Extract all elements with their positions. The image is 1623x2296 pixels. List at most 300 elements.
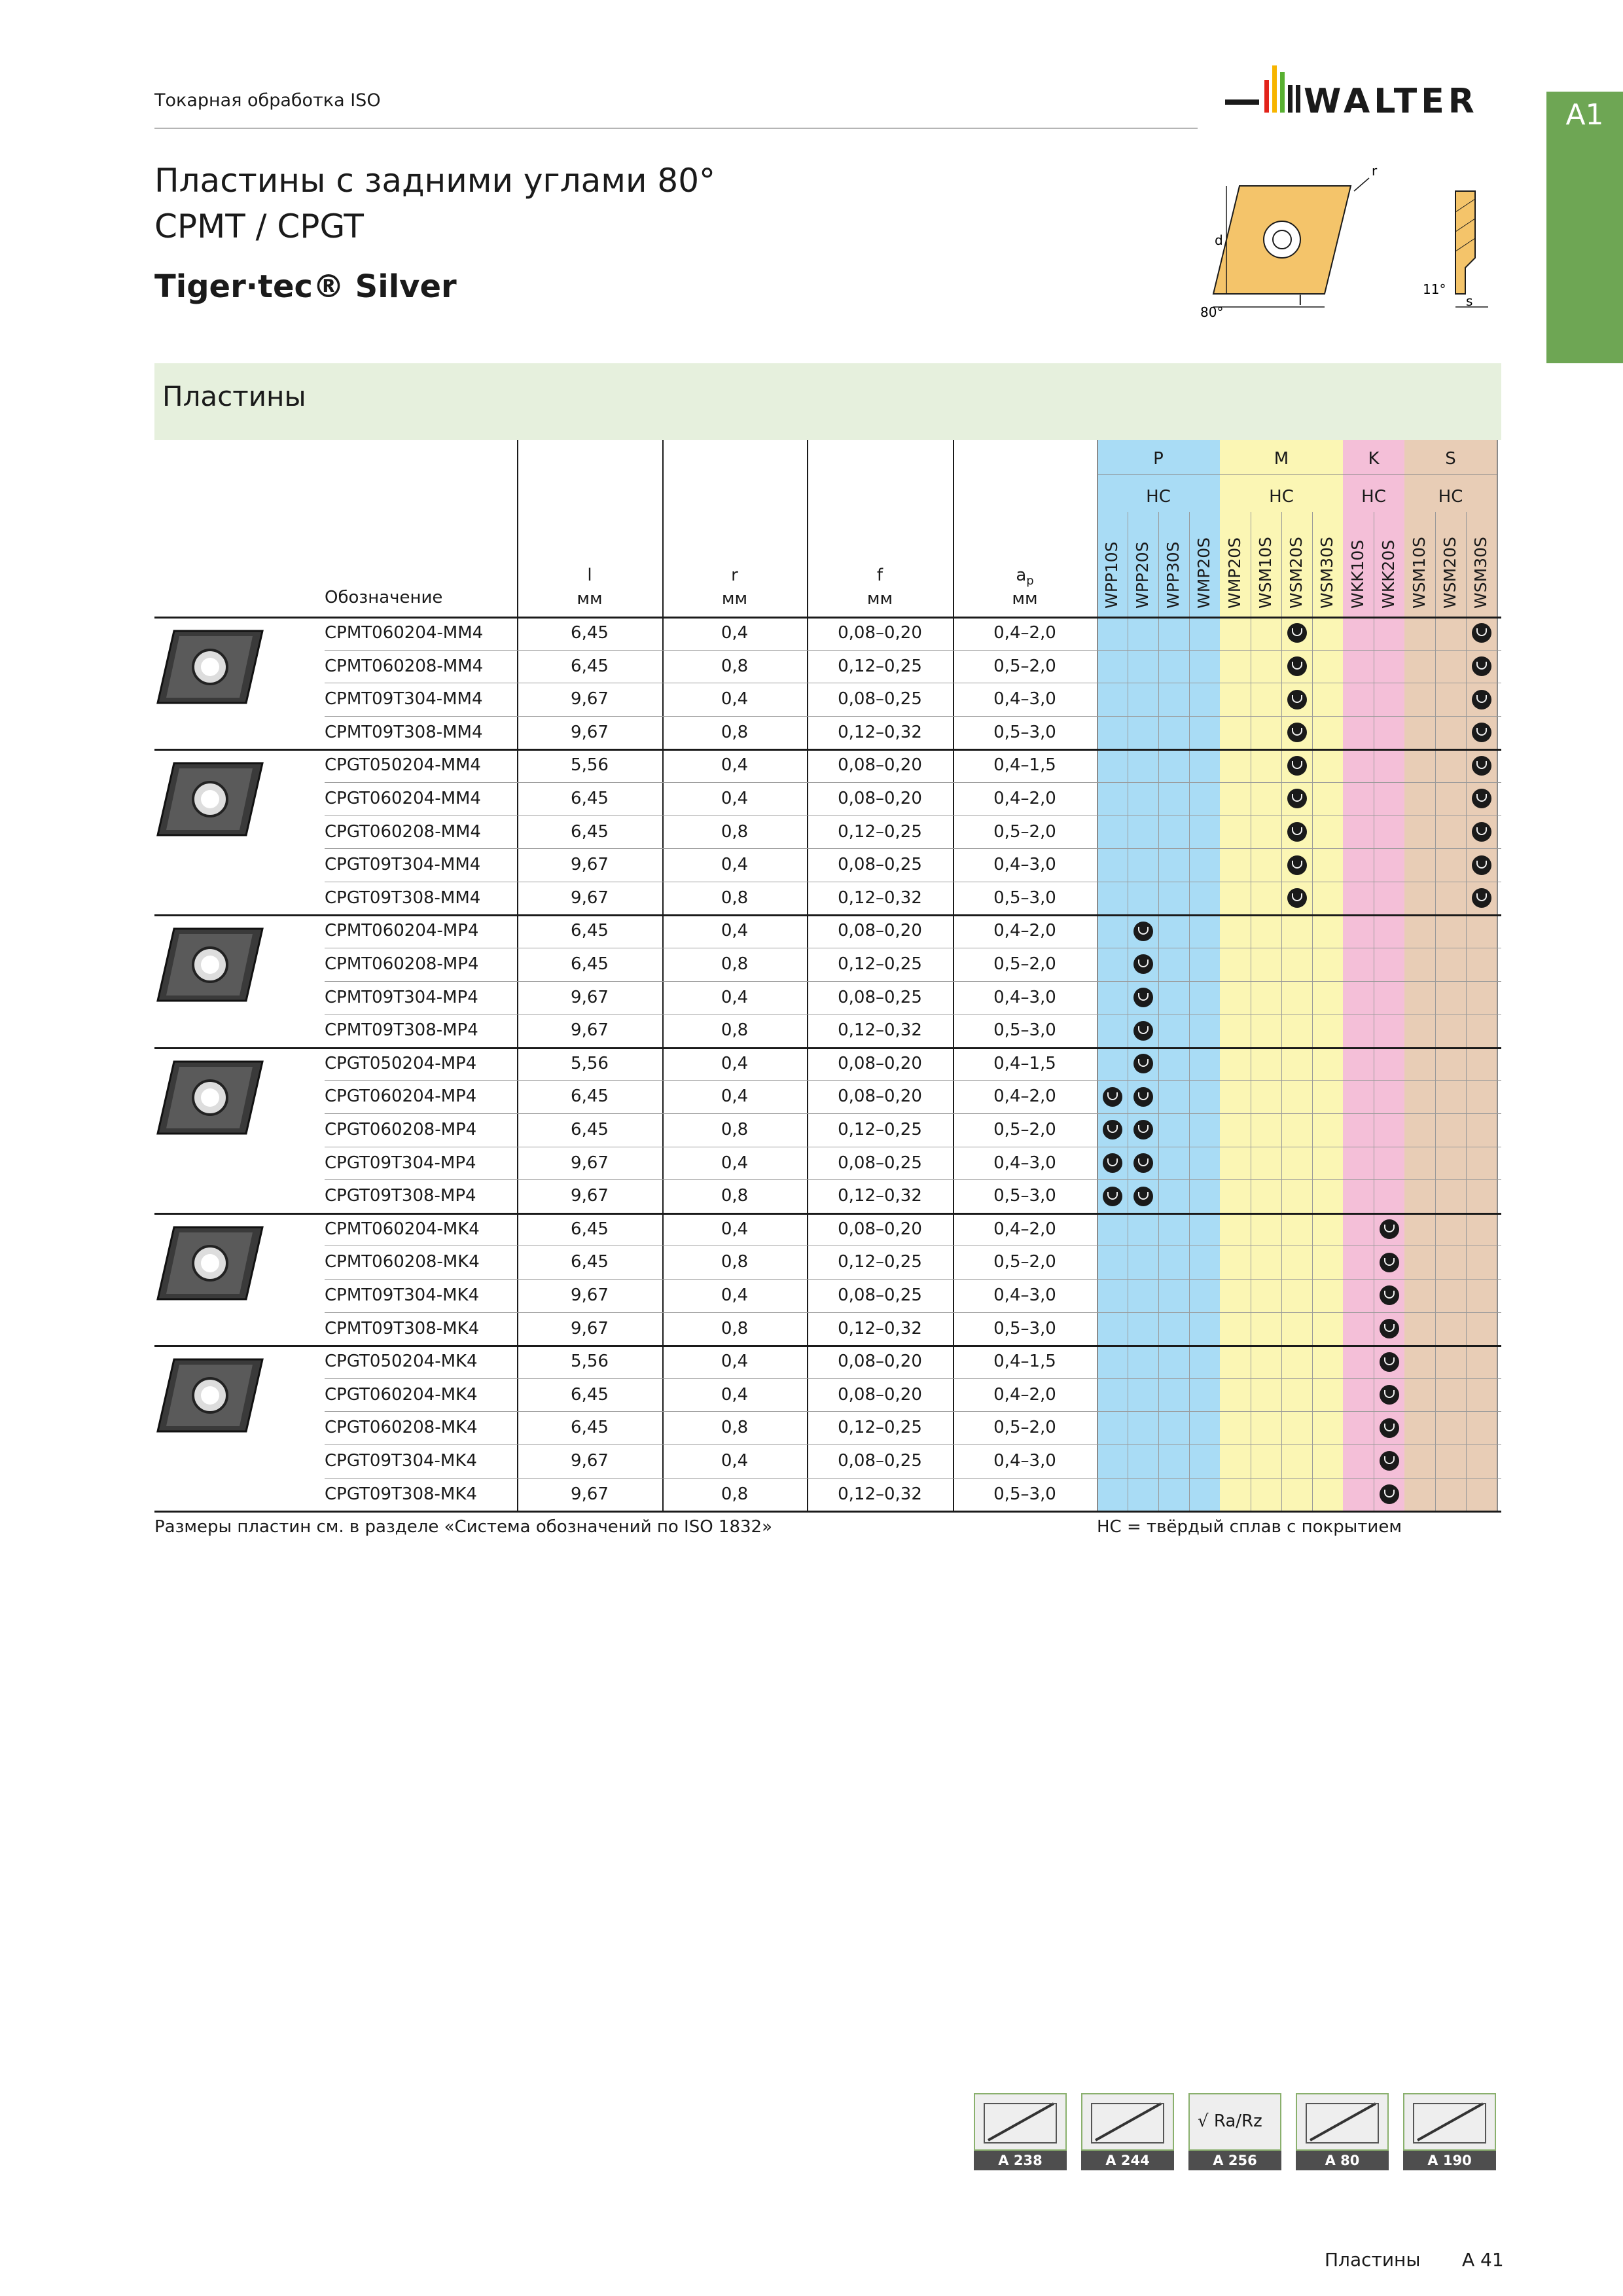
grade-icon-face: [1384, 1424, 1395, 1431]
product-line-title: Tiger·tec® Silver: [154, 268, 457, 305]
grid-line: [325, 848, 1501, 849]
grade-icon-face: [1384, 1324, 1395, 1332]
dim-cell-ap: 0,5–2,0: [993, 1120, 1056, 1139]
dim-cell-ap: 0,4–2,0: [993, 623, 1056, 643]
dim-cell-f: 0,08–0,20: [838, 921, 922, 941]
designation-cell: CPGT050204-MK4: [325, 1352, 478, 1372]
dim-header-3: $a_p$: [1016, 565, 1034, 588]
designation-cell: CPGT060204-MM4: [325, 789, 481, 808]
dim-cell-l: 6,45: [571, 921, 609, 941]
grade-icon: [1472, 789, 1491, 808]
grade-icon-face: [1292, 861, 1302, 869]
reference-page-label: A 244: [1081, 2151, 1174, 2170]
dim-cell-l: 6,45: [571, 1120, 609, 1139]
grid-line: [1281, 512, 1282, 1511]
grade-icon-face: [1292, 695, 1302, 703]
grid-line: [154, 1345, 1501, 1347]
dim-cell-ap: 0,4–3,0: [993, 987, 1056, 1007]
grade-icon-face: [1138, 927, 1149, 935]
dim-cell-r: 0,8: [721, 1020, 749, 1041]
dim-cell-f: 0,08–0,20: [838, 1086, 922, 1107]
dim-cell-l: 9,67: [571, 722, 609, 742]
grade-icon-face: [1476, 761, 1487, 769]
dim-cell-f: 0,12–0,32: [838, 1484, 922, 1504]
grid-line: [1404, 474, 1497, 475]
dim-cell-ap: 0,4–3,0: [993, 1285, 1056, 1305]
dim-cell-l: 9,67: [571, 1020, 609, 1041]
svg-text:WALTER: WALTER: [1304, 82, 1478, 121]
grade-icon: [1380, 1484, 1399, 1504]
grade-column-header: WSM30S: [1317, 537, 1336, 609]
grid-line: [325, 1279, 1501, 1280]
dim-cell-f: 0,08–0,25: [838, 1451, 922, 1471]
designation-cell: CPMT09T308-MK4: [325, 1318, 480, 1338]
dim-cell-ap: 0,4–3,0: [993, 1451, 1056, 1471]
dim-cell-r: 0,8: [721, 1418, 749, 1438]
grid-line: [325, 1080, 1501, 1081]
grade-icon: [1133, 1054, 1153, 1073]
grade-icon: [1287, 888, 1307, 908]
grade-icon-face: [1476, 794, 1487, 802]
header-section-title: Токарная обработка ISO: [154, 90, 381, 111]
designation-cell: CPMT060204-MM4: [325, 623, 484, 643]
iso-group-code: P: [1153, 449, 1164, 469]
designation-cell: CPMT060208-MM4: [325, 656, 484, 676]
grade-icon: [1133, 1187, 1153, 1206]
footnote-hc: HC = твёрдый сплав с покрытием: [1097, 1517, 1402, 1537]
dim-header-0: l: [587, 565, 592, 585]
dim-cell-r: 0,8: [721, 1318, 749, 1338]
grade-icon-face: [1476, 728, 1487, 736]
dim-cell-l: 5,56: [571, 1053, 609, 1073]
dim-cell-l: 6,45: [571, 1384, 609, 1405]
grid-line: [325, 1179, 1501, 1180]
dim-cell-f: 0,08–0,20: [838, 1384, 922, 1405]
dim-cell-l: 9,67: [571, 888, 609, 908]
grade-icon-face: [1107, 1192, 1118, 1200]
grade-icon: [1287, 656, 1307, 676]
designation-cell: CPGT09T308-MP4: [325, 1186, 476, 1206]
dim-cell-ap: 0,5–2,0: [993, 821, 1056, 842]
grade-icon: [1472, 888, 1491, 908]
grade-icon-face: [1138, 1026, 1149, 1034]
dim-cell-f: 0,12–0,32: [838, 1186, 922, 1206]
grade-column-header: WMP20S: [1194, 537, 1213, 609]
grade-column-header: WPP30S: [1164, 541, 1183, 609]
dim-cell-l: 6,45: [571, 623, 609, 643]
grid-line: [325, 981, 1501, 982]
designation-cell: CPMT060204-MP4: [325, 921, 479, 941]
grid-line: [662, 440, 664, 1511]
dim-cell-f: 0,12–0,25: [838, 1252, 922, 1272]
reference-tool-holder[interactable]: [1296, 2093, 1389, 2172]
designation-cell: CPMT09T308-MM4: [325, 722, 483, 742]
dim-cell-ap: 0,4–3,0: [993, 689, 1056, 709]
dim-cell-r: 0,4: [721, 623, 749, 643]
dim-cell-ap: 0,5–3,0: [993, 1186, 1056, 1206]
insert-photo: [154, 922, 266, 1010]
grid-line: [1497, 440, 1498, 1511]
designation-cell: CPMT060208-MP4: [325, 954, 479, 974]
grade-icon: [1133, 954, 1153, 974]
insert-geometry-diagram: [1200, 160, 1501, 330]
designation-cell: CPMT09T304-MM4: [325, 689, 483, 709]
dim-unit-3: мм: [1012, 589, 1038, 609]
grade-icon: [1380, 1451, 1399, 1471]
grade-icon: [1472, 723, 1491, 742]
grade-icon-face: [1107, 1158, 1118, 1166]
footer-label: Пластины: [1325, 2249, 1421, 2270]
designation-cell: CPGT060208-MP4: [325, 1120, 477, 1139]
dim-cell-f: 0,12–0,25: [838, 656, 922, 676]
grade-icon: [1380, 1319, 1399, 1338]
dim-cell-ap: 0,4–2,0: [993, 1384, 1056, 1405]
designation-cell: CPGT050204-MM4: [325, 755, 481, 776]
dim-cell-r: 0,4: [721, 789, 749, 808]
grade-icon: [1380, 1352, 1399, 1372]
tool-holder-icon: [1296, 2093, 1389, 2151]
dim-cell-l: 6,45: [571, 789, 609, 808]
dim-cell-ap: 0,4–2,0: [993, 789, 1056, 808]
dim-cell-ap: 0,5–2,0: [993, 954, 1056, 974]
designation-cell: CPMT060208-MK4: [325, 1252, 480, 1272]
dim-cell-r: 0,4: [721, 855, 749, 875]
dim-cell-l: 6,45: [571, 1219, 609, 1239]
dim-cell-f: 0,12–0,25: [838, 1418, 922, 1438]
grid-line: [154, 617, 1501, 619]
dim-cell-r: 0,4: [721, 1352, 749, 1372]
grid-line: [1189, 512, 1190, 1511]
reference-info-table[interactable]: [1081, 2093, 1174, 2172]
dim-cell-l: 9,67: [571, 689, 609, 709]
grid-line: [1097, 474, 1220, 475]
info-table-icon: [1081, 2093, 1174, 2151]
dim-unit-1: мм: [721, 589, 748, 609]
grid-line: [1435, 512, 1436, 1511]
dim-cell-r: 0,4: [721, 1285, 749, 1305]
dim-cell-l: 9,67: [571, 1484, 609, 1504]
chapter-tab-label: A1: [1565, 98, 1604, 132]
grade-column-header: WSM20S: [1440, 537, 1459, 609]
dim-cell-f: 0,08–0,25: [838, 1285, 922, 1305]
recommended-grade-icon: [1103, 1187, 1122, 1206]
dim-cell-f: 0,08–0,20: [838, 1219, 922, 1239]
grid-line: [953, 440, 954, 1511]
dim-cell-f: 0,08–0,20: [838, 789, 922, 808]
designation-cell: CPGT060204-MP4: [325, 1086, 477, 1107]
dim-cell-r: 0,8: [721, 1252, 749, 1272]
grade-icon: [1380, 1219, 1399, 1239]
dim-cell-ap: 0,5–3,0: [993, 1020, 1056, 1041]
designation-cell: CPGT09T304-MK4: [325, 1451, 477, 1471]
grade-icon-face: [1292, 662, 1302, 670]
grid-line: [1097, 440, 1098, 1511]
dim-cell-f: 0,12–0,32: [838, 1020, 922, 1041]
grade-icon: [1287, 789, 1307, 808]
grade-column-header: WPP10S: [1102, 541, 1121, 609]
grid-line: [325, 716, 1501, 717]
grade-icon-face: [1292, 728, 1302, 736]
grade-icon-face: [1138, 993, 1149, 1001]
dim-cell-f: 0,12–0,32: [838, 1318, 922, 1338]
chapter-tab: [1546, 92, 1623, 363]
designation-cell: CPMT09T304-MK4: [325, 1285, 480, 1305]
designation-cell: CPMT09T308-MP4: [325, 1020, 478, 1041]
dim-cell-ap: 0,5–2,0: [993, 1418, 1056, 1438]
grade-icon-face: [1107, 1125, 1118, 1133]
grade-icon: [1472, 756, 1491, 776]
dim-cell-ap: 0,4–2,0: [993, 1086, 1056, 1107]
dim-cell-ap: 0,5–2,0: [993, 656, 1056, 676]
dim-s-label: s: [1466, 293, 1473, 309]
grade-icon: [1380, 1385, 1399, 1405]
section-band: [154, 363, 1501, 440]
grade-type-label: HC: [1269, 487, 1294, 507]
dim-cell-f: 0,12–0,25: [838, 954, 922, 974]
dim-cell-r: 0,8: [721, 1186, 749, 1206]
grade-icon: [1472, 623, 1491, 643]
grade-type-label: HC: [1146, 487, 1171, 507]
grade-column-header: WKK20S: [1379, 539, 1398, 609]
dim-cell-r: 0,4: [721, 1219, 749, 1239]
dim-cell-f: 0,08–0,20: [838, 755, 922, 776]
iso-group-code: S: [1445, 449, 1456, 469]
insert-photo: [154, 624, 266, 712]
grade-icon: [1472, 656, 1491, 676]
grade-icon: [1133, 1120, 1153, 1139]
dim-cell-r: 0,4: [721, 689, 749, 709]
insert-photo: [154, 757, 266, 844]
grid-line: [1220, 474, 1343, 475]
dim-cell-f: 0,12–0,25: [838, 821, 922, 842]
grade-icon: [1133, 1087, 1153, 1107]
grade-icon-face: [1138, 1125, 1149, 1133]
grid-line: [807, 440, 808, 1511]
walter-logo: [1225, 60, 1503, 134]
grade-icon-face: [1384, 1490, 1395, 1498]
dim-cell-l: 9,67: [571, 1451, 609, 1471]
designation-cell: CPGT060208-MM4: [325, 821, 481, 842]
grade-icon: [1133, 1153, 1153, 1173]
dim-cell-l: 6,45: [571, 1252, 609, 1272]
grid-line: [1158, 512, 1159, 1511]
surface-roughness-icon: [1188, 2093, 1281, 2151]
dim-cell-f: 0,08–0,25: [838, 1153, 922, 1173]
grid-line: [1466, 512, 1467, 1511]
dim-cell-ap: 0,4–3,0: [993, 1153, 1056, 1173]
dim-cell-l: 9,67: [571, 1186, 609, 1206]
grade-column-header: WMP20S: [1225, 537, 1244, 609]
page-subtitle: CPMT / CPGT: [154, 207, 364, 245]
dim-cell-f: 0,08–0,25: [838, 689, 922, 709]
reference-boring-bar[interactable]: [1403, 2093, 1496, 2172]
grade-icon: [1380, 1253, 1399, 1272]
designation-cell: CPGT09T308-MM4: [325, 888, 481, 908]
dim-cell-r: 0,4: [721, 1451, 749, 1471]
reference-page-label: A 238: [974, 2151, 1067, 2170]
grade-icon-face: [1384, 1225, 1395, 1232]
grid-line: [154, 1047, 1501, 1049]
recommended-grade-icon: [1103, 1120, 1122, 1139]
insert-photo: [154, 1353, 266, 1441]
grade-icon-face: [1138, 960, 1149, 967]
dim-cell-r: 0,8: [721, 954, 749, 974]
grade-type-label: HC: [1361, 487, 1386, 507]
dim-cell-ap: 0,4–2,0: [993, 921, 1056, 941]
grade-icon-face: [1384, 1291, 1395, 1299]
section-band-label: Пластины: [162, 380, 306, 412]
dim-cell-l: 6,45: [571, 1418, 609, 1438]
reference-page-label: A 256: [1188, 2151, 1281, 2170]
grade-icon-face: [1384, 1258, 1395, 1266]
inserts-table: [154, 440, 1501, 1513]
designation-cell: CPGT09T304-MP4: [325, 1153, 476, 1173]
designation-cell: CPGT09T304-MM4: [325, 855, 481, 875]
grade-icon-face: [1292, 794, 1302, 802]
grade-icon-face: [1292, 761, 1302, 769]
dim-cell-ap: 0,4–1,5: [993, 755, 1056, 776]
dim-r-label: r: [1372, 163, 1378, 179]
grid-line: [154, 749, 1501, 751]
grid-line: [325, 1378, 1501, 1379]
grid-line: [325, 1478, 1501, 1479]
dim-cell-r: 0,8: [721, 1120, 749, 1139]
grid-line: [154, 914, 1501, 916]
grade-icon-face: [1476, 861, 1487, 869]
dim-cell-l: 9,67: [571, 1285, 609, 1305]
grade-icon: [1380, 1285, 1399, 1305]
dim-cell-ap: 0,5–3,0: [993, 1318, 1056, 1338]
dim-header-1: r: [731, 565, 738, 585]
iso-group-code: M: [1274, 449, 1289, 469]
iso-group-code: K: [1368, 449, 1380, 469]
grade-icon: [1287, 822, 1307, 842]
dim-cell-f: 0,08–0,25: [838, 987, 922, 1007]
grid-line: [154, 1511, 1501, 1513]
dim-cell-l: 9,67: [571, 987, 609, 1007]
designation-cell: CPGT060208-MK4: [325, 1418, 478, 1438]
reference-page-label: A 190: [1403, 2151, 1496, 2170]
grade-icon-face: [1476, 827, 1487, 835]
dim-unit-0: мм: [577, 589, 603, 609]
dim-cell-l: 6,45: [571, 821, 609, 842]
dim-l-label: l: [1298, 293, 1302, 308]
grade-icon-face: [1138, 1059, 1149, 1067]
dim-cell-l: 9,67: [571, 1318, 609, 1338]
reference-page-label: A 80: [1296, 2151, 1389, 2170]
grade-column-header: WSM20S: [1287, 537, 1306, 609]
grade-icon-face: [1384, 1456, 1395, 1464]
dim-cell-f: 0,12–0,32: [838, 722, 922, 742]
grade-icon-face: [1476, 628, 1487, 636]
dim-cell-r: 0,8: [721, 722, 749, 742]
grid-line: [325, 1411, 1501, 1412]
grid-line: [325, 782, 1501, 783]
cutting-speed-icon: [974, 2093, 1067, 2151]
dim-cell-r: 0,4: [721, 1153, 749, 1173]
grade-column-header: WSM10S: [1256, 537, 1275, 609]
dim-cell-ap: 0,4–3,0: [993, 855, 1056, 875]
dim-cell-ap: 0,5–2,0: [993, 1252, 1056, 1272]
dim-cell-r: 0,4: [721, 1086, 749, 1107]
angle-11-label: 11°: [1423, 281, 1446, 297]
designation-cell: CPMT060204-MK4: [325, 1219, 480, 1239]
designation-cell: CPGT050204-MP4: [325, 1053, 477, 1073]
grid-line: [154, 1213, 1501, 1215]
grade-icon: [1287, 756, 1307, 776]
dim-d-label: d: [1215, 232, 1223, 248]
reference-cutting-speed[interactable]: [974, 2093, 1067, 2172]
insert-photo: [154, 1221, 266, 1308]
dim-unit-2: мм: [866, 589, 893, 609]
footnote-iso: Размеры пластин см. в разделе «Система обозначений по ISO 1832»: [154, 1517, 773, 1537]
grade-icon-face: [1107, 1092, 1118, 1100]
grid-line: [517, 440, 518, 1511]
dim-cell-r: 0,4: [721, 987, 749, 1007]
grade-icon: [1380, 1418, 1399, 1438]
dim-cell-l: 5,56: [571, 1352, 609, 1372]
boring-bar-icon: [1403, 2093, 1496, 2151]
dim-cell-r: 0,4: [721, 755, 749, 776]
grade-icon-face: [1292, 893, 1302, 901]
grade-icon: [1472, 690, 1491, 709]
grade-icon: [1472, 822, 1491, 842]
grade-icon: [1133, 922, 1153, 941]
grade-icon: [1287, 855, 1307, 875]
grade-icon: [1287, 723, 1307, 742]
dim-cell-r: 0,8: [721, 656, 749, 676]
designation-header: Обозначение: [325, 588, 443, 607]
dim-cell-l: 9,67: [571, 1153, 609, 1173]
dim-cell-f: 0,08–0,25: [838, 855, 922, 875]
grade-icon: [1472, 855, 1491, 875]
dim-cell-r: 0,4: [721, 1053, 749, 1073]
grade-column-header: WSM30S: [1471, 537, 1490, 609]
dim-cell-l: 6,45: [571, 954, 609, 974]
grade-icon-face: [1384, 1390, 1395, 1398]
grid-line: [325, 1113, 1501, 1114]
dim-cell-ap: 0,4–1,5: [993, 1053, 1056, 1073]
grid-line: [1343, 474, 1404, 475]
dim-header-2: f: [876, 565, 883, 585]
reference-icon-text: √ Ra/Rz: [1198, 2111, 1262, 2131]
grade-type-label: HC: [1438, 487, 1463, 507]
angle-80-label: 80°: [1200, 304, 1224, 320]
dim-cell-ap: 0,4–2,0: [993, 1219, 1056, 1239]
dim-cell-r: 0,8: [721, 821, 749, 842]
header-divider: [154, 128, 1198, 129]
page-title: Пластины с задними углами 80°: [154, 162, 716, 200]
dim-cell-f: 0,08–0,20: [838, 1053, 922, 1073]
dim-cell-f: 0,12–0,32: [838, 888, 922, 908]
dim-cell-r: 0,8: [721, 888, 749, 908]
dim-cell-ap: 0,5–3,0: [993, 888, 1056, 908]
dim-cell-l: 5,56: [571, 755, 609, 776]
dim-cell-ap: 0,5–3,0: [993, 1484, 1056, 1504]
dim-cell-f: 0,12–0,25: [838, 1120, 922, 1139]
dim-cell-f: 0,08–0,20: [838, 1352, 922, 1372]
grade-icon: [1133, 988, 1153, 1007]
dim-cell-f: 0,08–0,20: [838, 623, 922, 643]
dim-cell-l: 9,67: [571, 855, 609, 875]
grid-line: [325, 1444, 1501, 1445]
designation-cell: CPMT09T304-MP4: [325, 987, 478, 1007]
reference-surface-roughness[interactable]: [1188, 2093, 1281, 2172]
dim-cell-r: 0,4: [721, 921, 749, 941]
dim-cell-l: 6,45: [571, 1086, 609, 1107]
dim-cell-l: 6,45: [571, 656, 609, 676]
grade-icon-face: [1476, 662, 1487, 670]
